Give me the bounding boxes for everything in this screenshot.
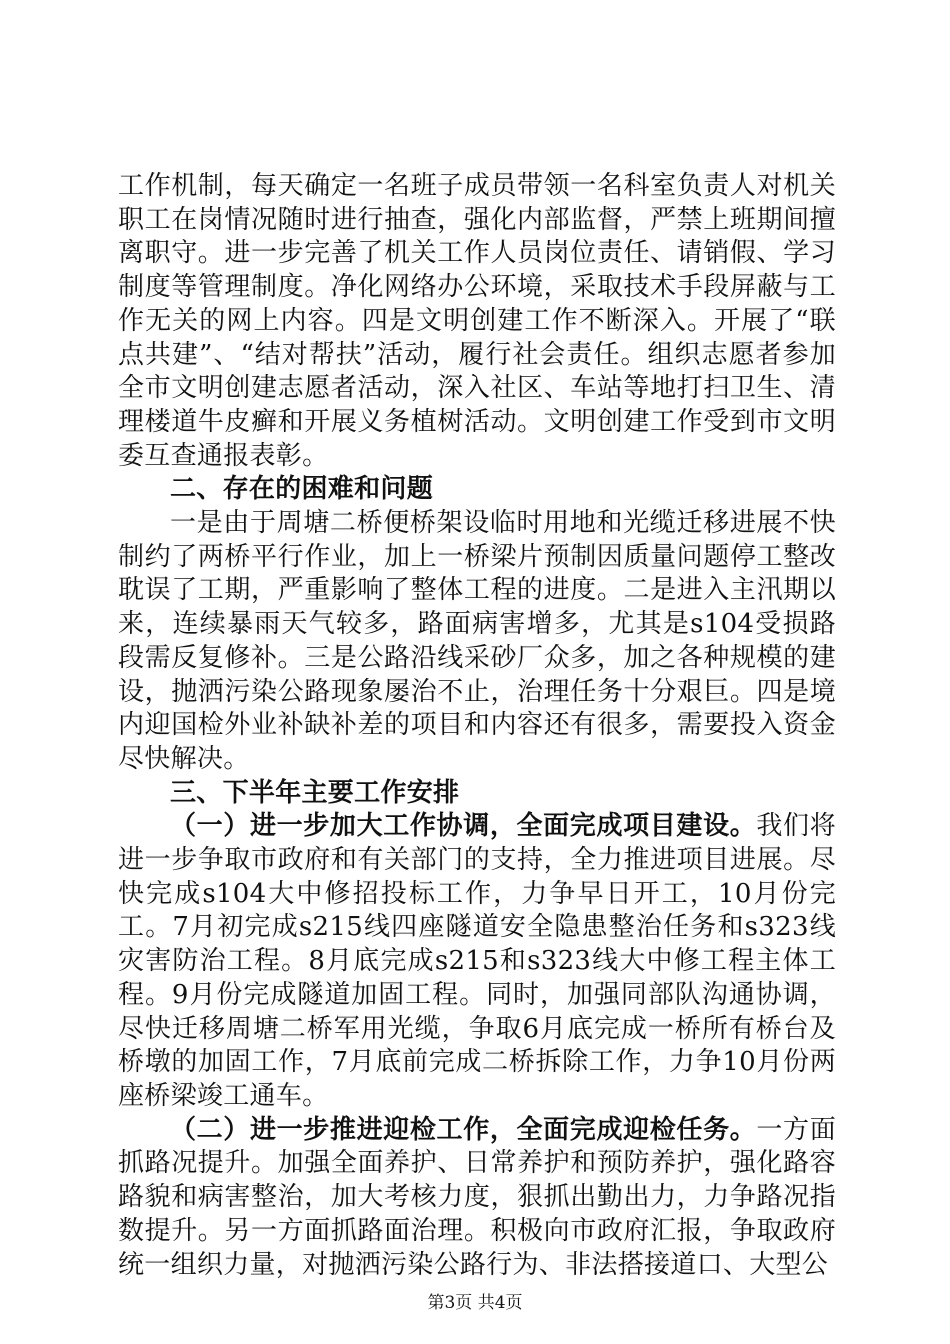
paragraph-project-construction [118, 810, 836, 1113]
paragraph-body-inspection: 一方面抓路况提升。加强全面养护、日常养护和预防养护，强化路容路貌和病害整治，加大考核力度，狠抓出勤出力，力争路况指数提升。另一方面抓路面治理。积极向市政府汇报，争取政府统一组织力量，对抛洒污染公路行为、非法搭接道口、大型公 [118, 1114, 836, 1280]
paragraph-civilization: 工作机制，每天确定一名班子成员带领一名科室负责人对机关职工在岗情况随时进行抽查，强化内部监督，严禁上班期间擅离职守。进一步完善了机关工作人员岗位责任、请销假、学习制度等管理制度。净化网络办公环境，采取技术手段屏蔽与工作无关的网上内容。四是文明创建工作不断深入。开展了“联点共建”、“结对帮扶”活动，履行社会责任。组织志愿者参加全市文明创建志愿者活动，深入社区、车站等地打扫卫生、清理楼道牛皮癣和开展义务植树活动。文明创建工作受到市文明委互查通报表彰。 [118, 171, 836, 471]
paragraph-difficulties: 一是由于周塘二桥便桥架设临时用地和光缆迁移进展不快制约了两桥平行作业，加上一桥梁片预制因质量问题停工整改耽误了工期，严重影响了整体工程的进度。二是进入主汛期以来，连续暴雨天气较多，路面病害增多，尤其是s104受损路段需反复修补。三是公路沿线采砂厂众多，加之各种规模的建设，抛洒污染公路现象屡治不止，治理任务十分艰巨。四是境内迎国检外业补缺补差的项目和内容还有很多，需要投入资金尽快解决。 [118, 508, 836, 774]
page-footer: 第3页 共4页 [427, 1293, 523, 1313]
paragraph-inspection [118, 1114, 836, 1283]
heading-difficulties: 二、存在的困难和问题 [170, 474, 434, 505]
paragraph-lead-inspection: （二）进一步推进迎检工作，全面完成迎检任务。 [170, 1114, 757, 1145]
heading-work-plan: 三、下半年主要工作安排 [170, 777, 460, 808]
paragraph-lead-project: （一）进一步加大工作协调，全面完成项目建设。 [170, 811, 757, 842]
document-body [118, 170, 836, 1282]
paragraph-body-project: 我们将进一步争取市政府和有关部门的支持，全力推进项目进展。尽快完成s104大中修招投标工作，力争早日开工，10月份完工。7月初完成s215线四座隧道安全隐患整治任务和s323线灾害防治工程。8月底完成s215和s323线大中修工程主体工程。9月份完成隧道加固工程。同时，加强同部队沟通协调，尽快迁移周塘二桥军用光缆，争取6月底完成一桥所有桥台及桥墩的加固工作，7月底前完成二桥拆除工作，力争10月份两座桥梁竣工通车。 [118, 811, 836, 1111]
